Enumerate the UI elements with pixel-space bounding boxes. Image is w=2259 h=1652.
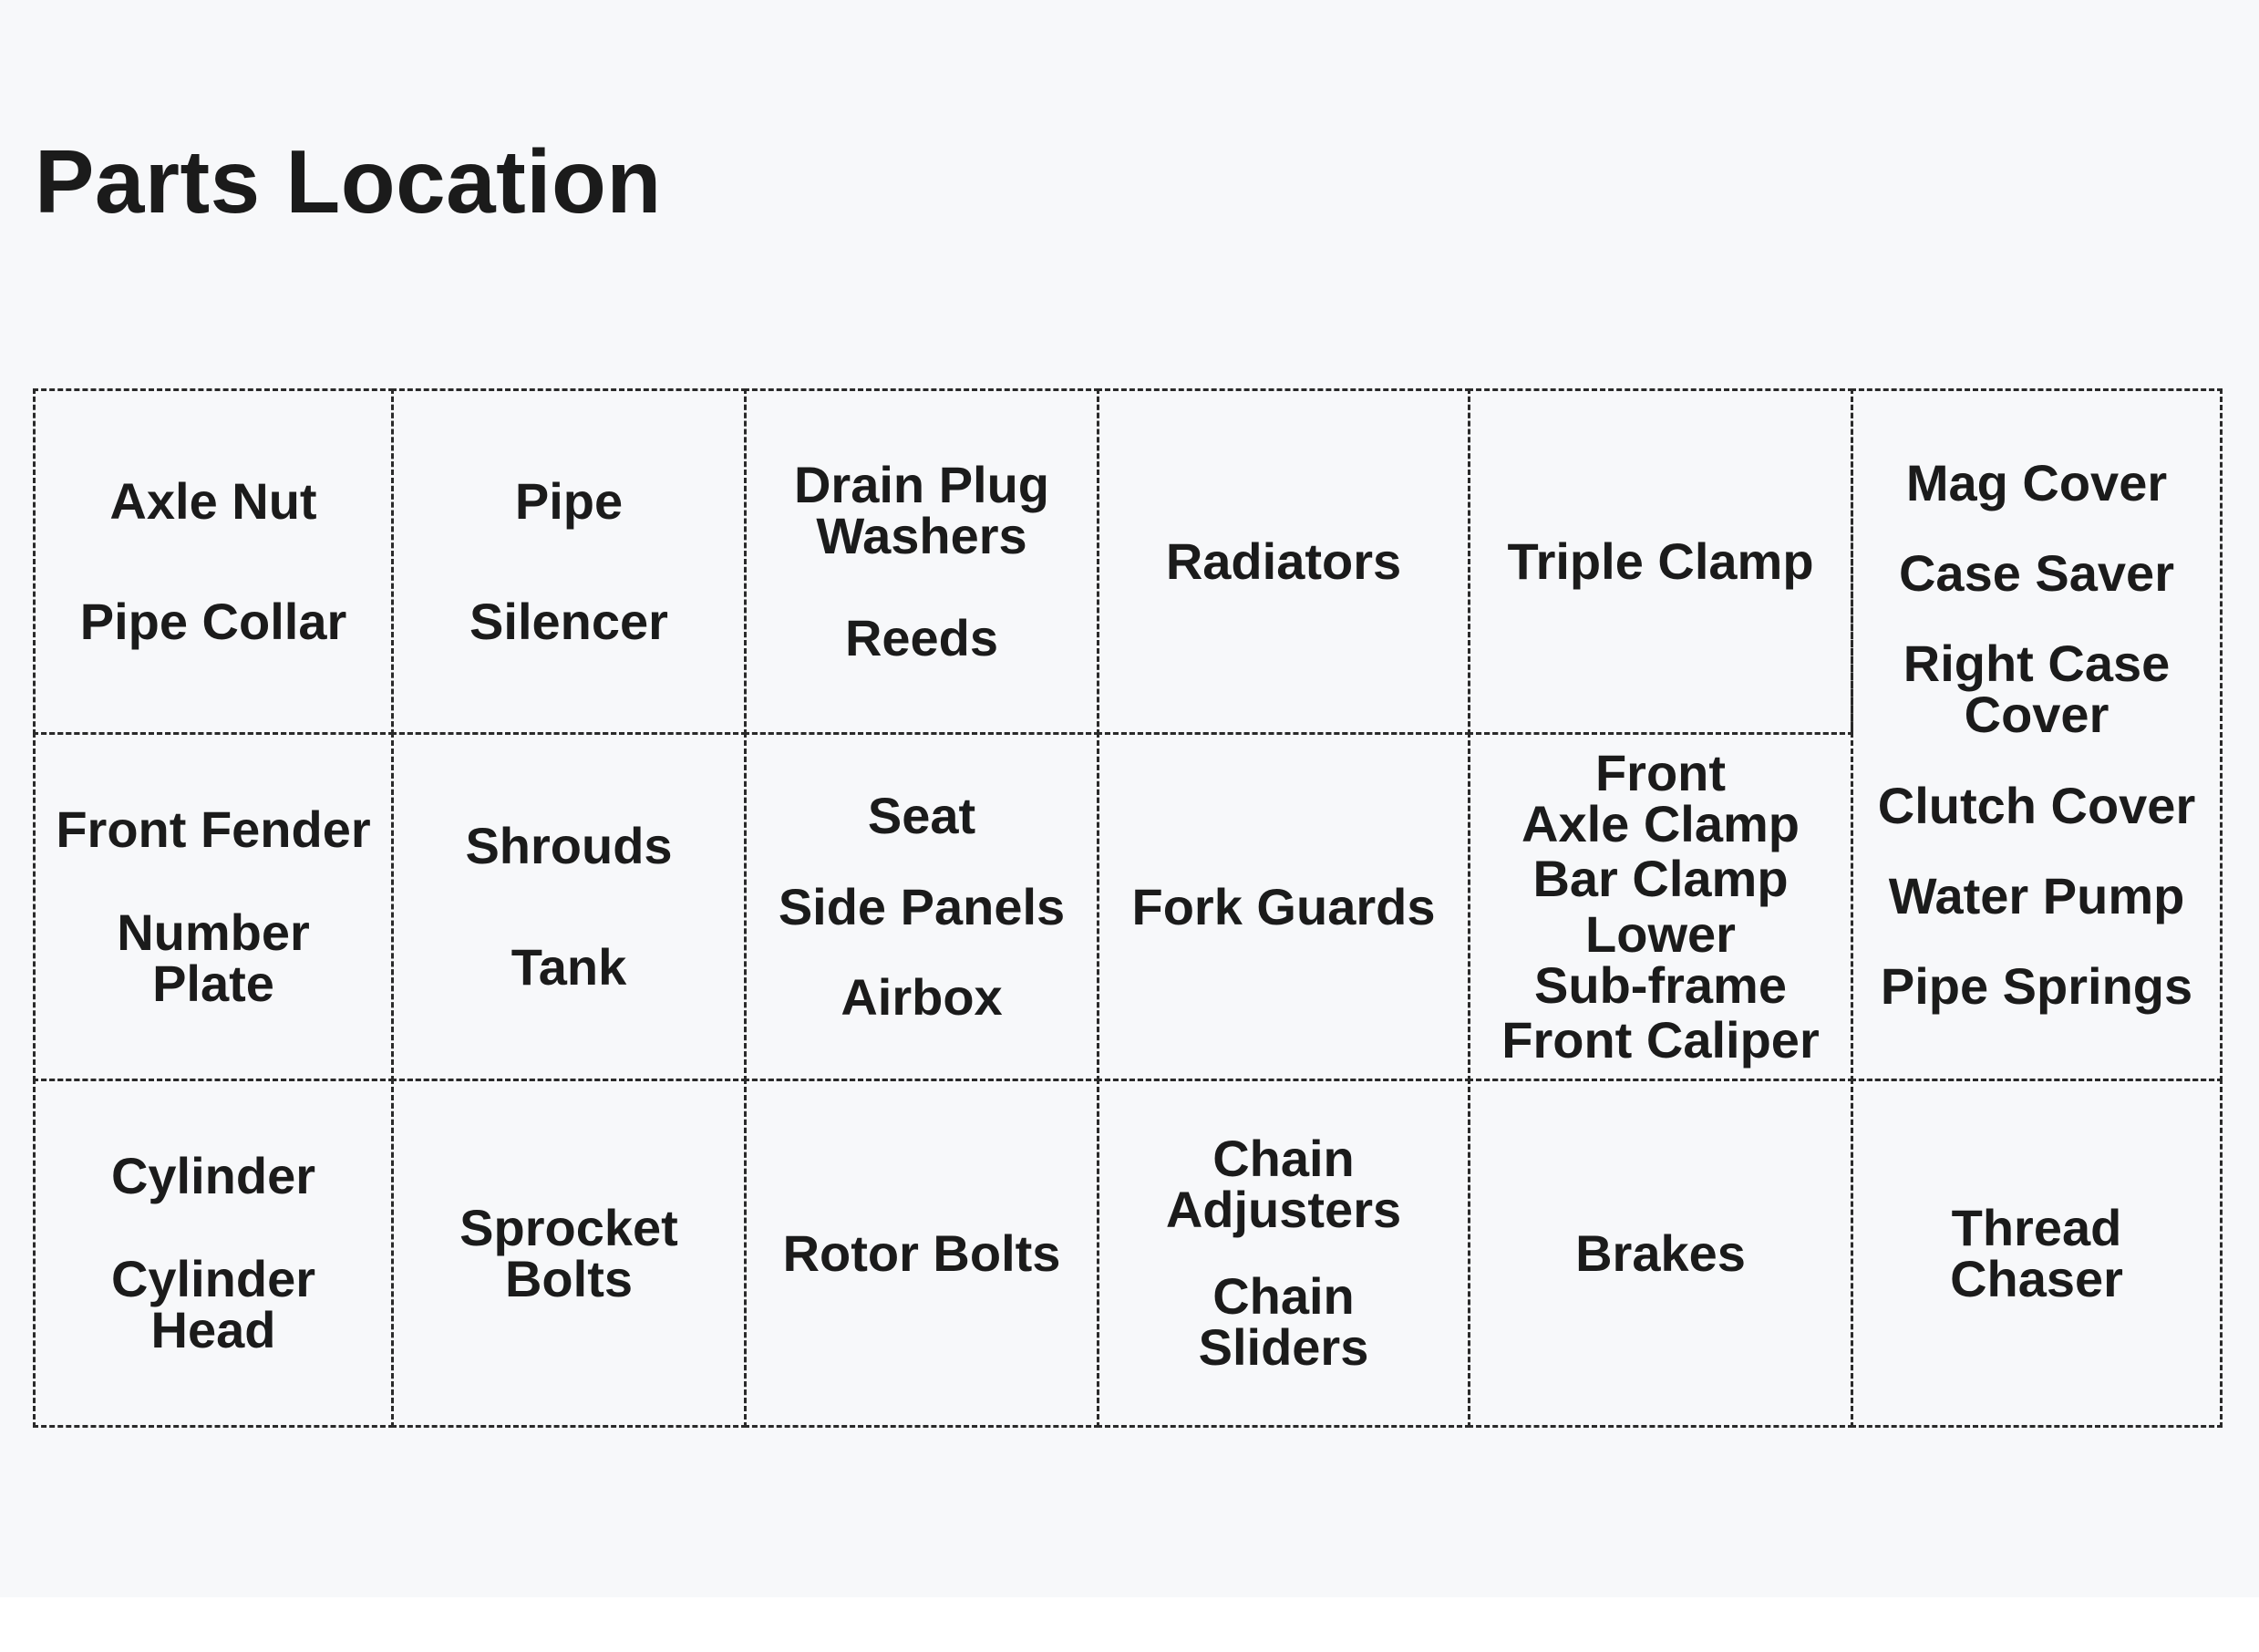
part-label: Water Pump: [1888, 866, 2185, 924]
part-label: Fork Guards: [1131, 877, 1436, 935]
part-label: Cylinder Head: [110, 1250, 316, 1359]
part-label: Clutch Cover: [1877, 776, 2196, 834]
part-label: Airbox: [841, 967, 1003, 1026]
parts-cell: [744, 732, 1099, 1081]
part-label: Pipe: [514, 472, 624, 531]
part-label: Pipe Collar: [79, 592, 347, 650]
part-label: Rotor Bolts: [782, 1224, 1061, 1282]
parts-cell: [1468, 1079, 1853, 1428]
part-label: Sprocket Bolts: [459, 1198, 678, 1307]
part-label: Axle Nut: [109, 472, 317, 531]
part-label: Number Plate: [117, 903, 310, 1013]
parts-cell: [1851, 1079, 2223, 1428]
part-label: Lower Sub-frame: [1534, 904, 1787, 1014]
parts-cell: [391, 388, 747, 735]
part-label: Brakes: [1575, 1224, 1746, 1282]
part-label: Radiators: [1165, 532, 1402, 590]
parts-location-grid: [33, 388, 2223, 1428]
parts-cell: [1097, 1079, 1470, 1428]
part-label: Pipe Springs: [1880, 956, 2193, 1015]
part-label: Right Case Cover: [1903, 635, 2171, 744]
part-label: Bar Clamp: [1532, 850, 1789, 908]
part-label: Chain Sliders: [1198, 1267, 1369, 1376]
part-label: Shrouds: [465, 817, 673, 875]
part-label: Thread Chaser: [1950, 1198, 2123, 1307]
page-title: Parts Location: [35, 131, 662, 232]
part-label: Front Fender: [56, 800, 371, 858]
part-label: Mag Cover: [1905, 454, 2168, 512]
parts-cell: [391, 1079, 747, 1428]
parts-cell: [744, 1079, 1099, 1428]
parts-cell: [1468, 388, 1853, 735]
parts-cell: [33, 732, 394, 1081]
part-label: Silencer: [469, 592, 668, 650]
part-label: Cylinder: [110, 1146, 316, 1204]
parts-cell: [1468, 732, 1853, 1081]
part-label: Front Caliper: [1501, 1010, 1820, 1069]
part-label: Front Axle Clamp: [1521, 744, 1800, 853]
parts-cell: [33, 388, 394, 735]
part-label: Case Saver: [1898, 544, 2174, 603]
part-label: Seat: [867, 787, 976, 845]
part-label: Chain Adjusters: [1165, 1130, 1402, 1238]
part-label: Side Panels: [778, 877, 1066, 935]
parts-cell: [391, 732, 747, 1081]
part-label: Tank: [511, 937, 627, 996]
parts-cell: [33, 1079, 394, 1428]
page-bottom-edge: [0, 1597, 2259, 1652]
parts-cell: [1097, 732, 1470, 1081]
parts-cell: [1851, 388, 2223, 1081]
part-label: Reeds: [844, 609, 999, 667]
part-label: Triple Clamp: [1507, 532, 1814, 590]
parts-cell: [1097, 388, 1470, 735]
parts-cell: [744, 388, 1099, 735]
part-label: Drain Plug Washers: [793, 455, 1050, 564]
